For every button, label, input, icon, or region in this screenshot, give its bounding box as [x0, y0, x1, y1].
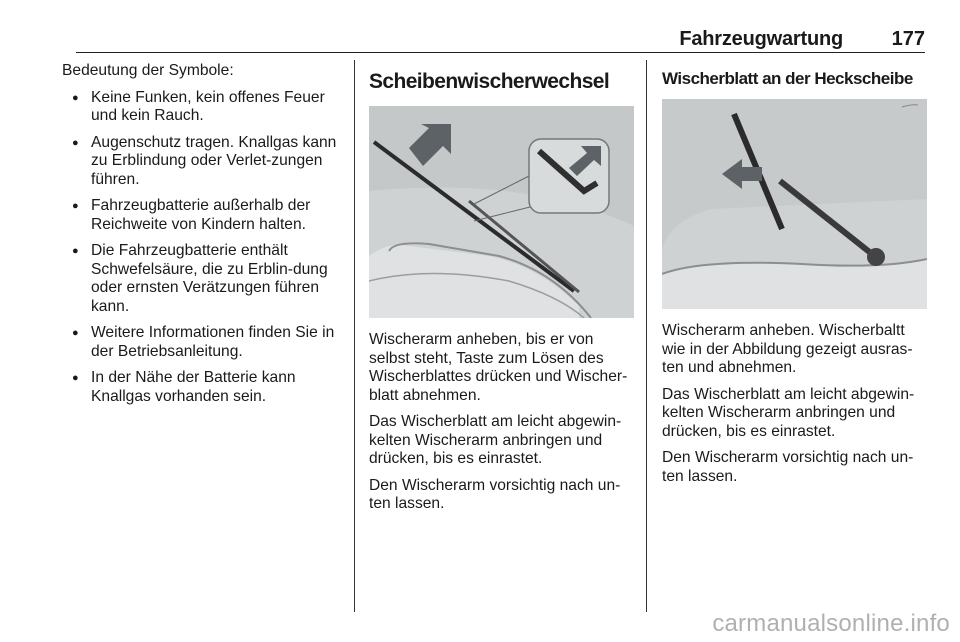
windshield-wiper-illustration	[369, 106, 634, 318]
list-item: ● Augenschutz tragen. Knallgas kann zu Erblindung oder Verlet-zungen führen.	[62, 134, 344, 190]
section-title: Fahrzeugwartung	[679, 28, 843, 50]
page-header	[76, 28, 925, 53]
list-item: ● Keine Funken, kein offenes Feuer und kein Rauch.	[62, 89, 344, 126]
list-item: ● Weitere Informationen finden Sie in der Betriebsanleitung.	[62, 324, 344, 361]
instruction-paragraph: Das Wischerblatt am leicht abgewin-kelten Wischerarm anbringen und drücken, bis es einrastet.	[369, 413, 622, 467]
column-divider	[646, 60, 647, 612]
instruction-paragraph: Den Wischerarm vorsichtig nach un-ten lassen.	[369, 476, 621, 512]
symbols-intro: Bedeutung der Symbole:	[62, 62, 234, 79]
rear-wiper-column	[662, 62, 927, 494]
symbols-list	[62, 89, 344, 407]
list-item: ● Die Fahrzeugbatterie enthält Schwefelsäure, die zu Erblin-dung oder ernsten Verätzungen führen kann.	[62, 242, 344, 316]
rear-wiper-illustration	[662, 99, 927, 309]
section-heading: Scheibenwischerwechsel	[369, 70, 610, 93]
instruction-paragraph: Den Wischerarm vorsichtig nach un-ten lassen.	[662, 449, 914, 485]
instruction-paragraph: Wischerarm anheben. Wischerbaltt wie in der Abbildung gezeigt ausras-ten und abnehmen.	[662, 322, 913, 376]
symbols-column	[62, 62, 344, 414]
watermark: carmanualsonline.info	[712, 610, 950, 637]
instruction-paragraph: Das Wischerblatt am leicht abgewin-kelten Wischerarm anbringen und drücken, bis es einrastet.	[662, 385, 915, 440]
column-divider	[354, 60, 355, 612]
page-number: 177	[891, 28, 925, 50]
list-item: ● Fahrzeugbatterie außerhalb der Reichweite von Kindern halten.	[62, 197, 344, 234]
section-heading: Wischerblatt an der Heckscheibe	[662, 69, 913, 88]
instruction-paragraph: Wischerarm anheben, bis er von selbst steht, Taste zum Lösen des Wischerblattes drücken und Wischer-blatt abnehmen.	[369, 331, 628, 404]
list-item: ● In der Nähe der Batterie kann Knallgas vorhanden sein.	[62, 369, 344, 406]
wiper-blade-column	[369, 62, 634, 522]
